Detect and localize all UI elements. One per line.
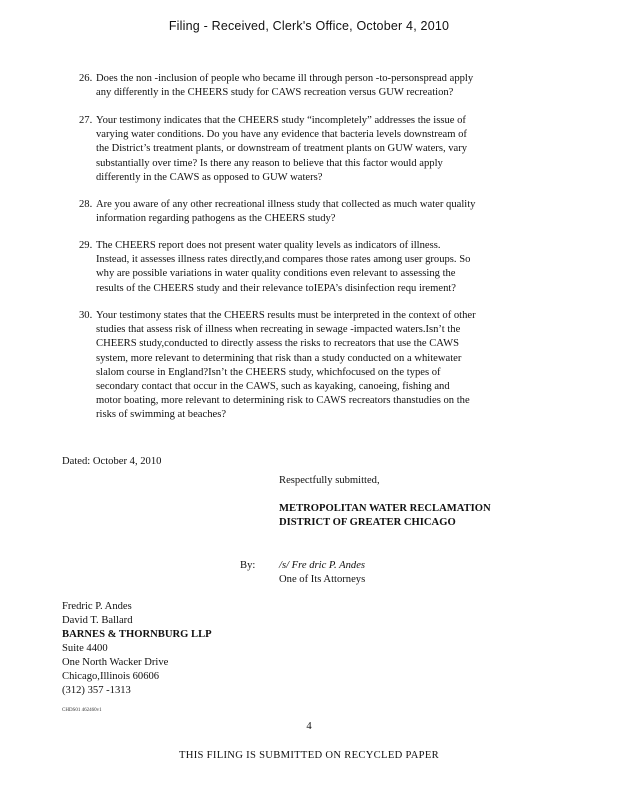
question-text [96, 72, 529, 100]
question-line: Does the non -inclusion of people who became ill through person -to-personspread apply [96, 73, 474, 84]
question-line: Your testimony indicates that the CHEERS study “incompletely” addresses the issue of [96, 115, 466, 126]
question-number: 26. [79, 73, 93, 84]
electronic-signature: /s/ Fre dric P. Andes [279, 560, 366, 571]
question-29 [79, 239, 529, 296]
respectfully-submitted: Respectfully submitted, [279, 475, 380, 486]
question-line: motor boating, more relevant to determining risk to CAWS recreators thanstudies on the [96, 395, 470, 407]
question-line: Instead, it assesses illness rates directly,and compares those rates among user groups. So [96, 254, 471, 266]
question-27 [79, 114, 529, 185]
question-text [96, 239, 529, 296]
question-number: 29. [79, 240, 93, 251]
question-number: 30. [79, 310, 93, 321]
question-line: the District’s treatment plants, or downstream of treatment plants on GUW waters, vary [96, 143, 468, 155]
question-line: results of the CHEERS study and their relevance toIEPA’s disinfection requ irement? [96, 282, 457, 294]
organization-name-line1: METROPOLITAN WATER RECLAMATION [279, 503, 491, 514]
question-number: 27. [79, 115, 93, 126]
document-id: CHDS01 462460v1 [62, 708, 102, 713]
question-line: Are you aware of any other recreational illness study that collected as much water quality [96, 199, 476, 210]
question-text [96, 198, 529, 226]
attorney-name: David T. Ballard [62, 615, 133, 626]
question-line: Your testimony states that the CHEERS results must be interpreted in the context of other [96, 310, 476, 321]
question-30 [79, 309, 529, 423]
question-number: 28. [79, 199, 93, 210]
question-text [96, 114, 529, 185]
page-number: 4 [306, 721, 312, 732]
question-line: any differently in the CHEERS study for CAWS recreation versus GUW recreation? [96, 87, 454, 99]
phone-number: (312) 357 -1313 [62, 685, 131, 696]
question-line: differently in the CAWS as opposed to GUW waters? [96, 171, 323, 183]
question-text [96, 309, 529, 423]
question-line: risks of swimming at beaches? [96, 409, 227, 421]
law-firm-name: BARNES & THORNBURG LLP [62, 629, 212, 640]
filing-header: Filing - Received, Clerk's Office, October 4, 2010 [168, 19, 450, 33]
question-28 [79, 198, 529, 226]
question-26 [79, 72, 529, 100]
dated-line: Dated: October 4, 2010 [62, 456, 162, 467]
question-line: slalom course in England?Isn’t the CHEERS study, whichfocused on the types of [96, 366, 441, 378]
question-line: The CHEERS report does not present water quality levels as indicators of illness. [96, 240, 441, 251]
question-line: information regarding pathogens as the CHEERS study? [96, 213, 336, 225]
by-label: By: [240, 560, 256, 571]
question-line: secondary contact that occur in the CAWS, such as kayaking, canoeing, fishing and [96, 381, 450, 393]
question-line: substantially over time? Is there any reason to believe that this factor would apply [96, 157, 443, 169]
address-city: Chicago,Illinois 60606 [62, 671, 160, 682]
recycled-paper-notice: THIS FILING IS SUBMITTED ON RECYCLED PAPER [178, 750, 439, 761]
address-suite: Suite 4400 [62, 643, 108, 654]
question-line: varying water conditions. Do you have any evidence that bacteria levels downstream of [96, 129, 467, 141]
attorney-name: Fredric P. Andes [62, 601, 132, 612]
address-street: One North Wacker Drive [62, 657, 169, 668]
question-line: why are possible variations in water quality conditions even relevant to assessing the [96, 268, 456, 280]
question-line: studies that assess risk of illness when recreating in sewage -impacted waters.Isn’t the [96, 324, 461, 336]
question-line: system, more relevant to determining that risk than a study conducted on a whitewater [96, 352, 462, 364]
organization-name-line2: DISTRICT OF GREATER CHICAGO [279, 517, 456, 528]
signature-title: One of Its Attorneys [279, 574, 366, 585]
question-line: CHEERS study,conducted to directly assess the risks to recreators that use the CAWS [96, 338, 459, 350]
